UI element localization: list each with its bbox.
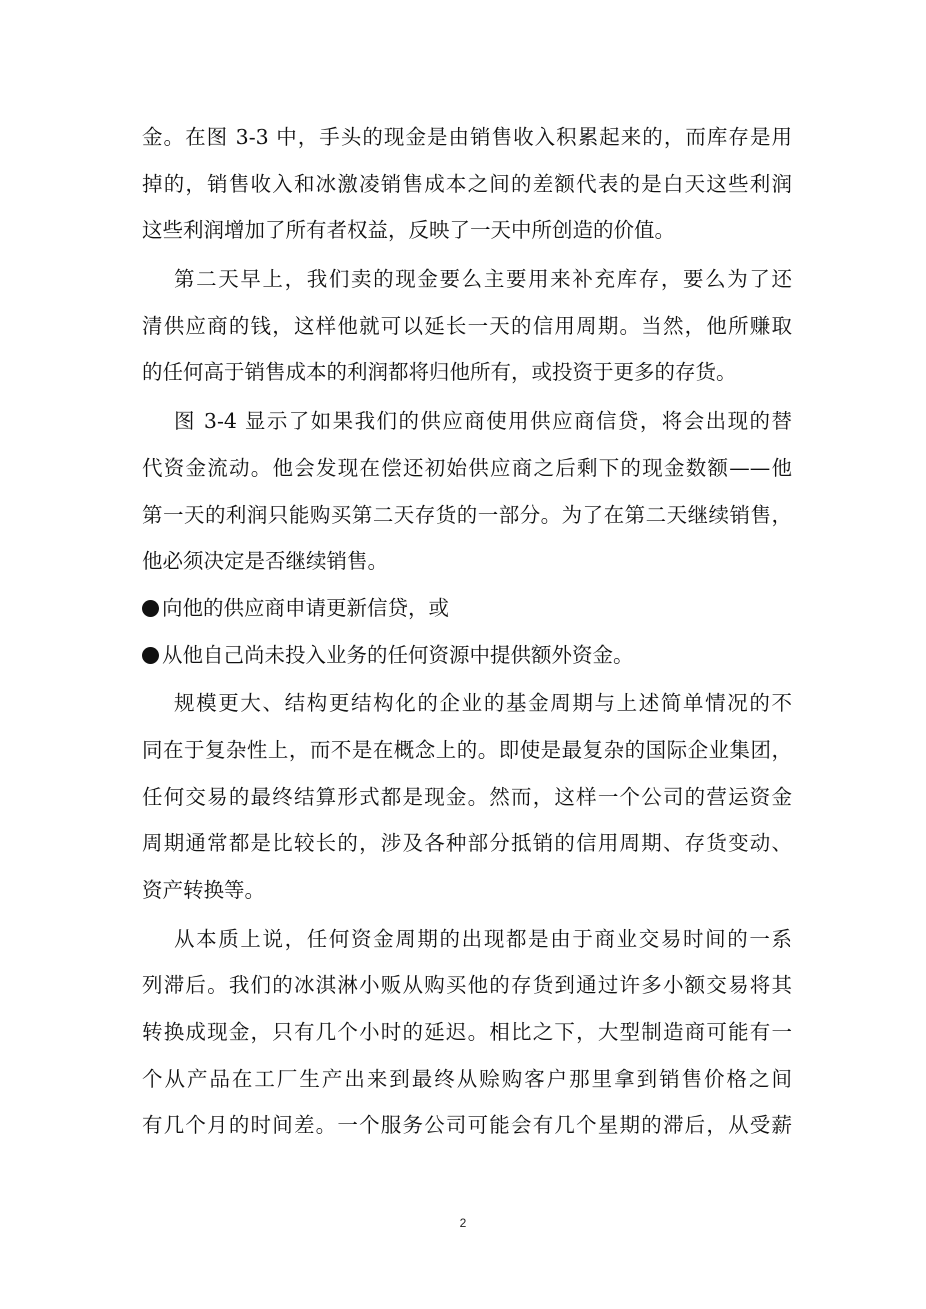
paragraph [142, 398, 792, 585]
paragraph [142, 256, 792, 396]
bullet-list [142, 585, 792, 678]
text-line: 金。在图 3-3 中，手头的现金是由销售收入积累起来的，而库存是用 [142, 125, 792, 149]
bullet-text: 向他的供应商申请更新信贷，或 [162, 595, 449, 620]
text-line: 的任何高于销售成本的利润都将归他所有，或投资于更多的存货。 [142, 360, 737, 385]
page-number: 2 [459, 1216, 467, 1230]
text-line: 同在于复杂性上，而不是在概念上的。即使是最复杂的国际企业集团， [142, 737, 792, 762]
text-line: 清供应商的钱，这样他就可以延长一天的信用周期。当然，他所赚取 [142, 313, 792, 338]
bullet-icon [142, 600, 159, 617]
paragraph [142, 114, 792, 254]
text-line: 资产转换等。 [142, 878, 265, 902]
bullet-icon [142, 647, 159, 664]
body-text [142, 114, 792, 1149]
paragraph [142, 680, 792, 913]
text-line: 列滞后。我们的冰淇淋小贩从购买他的存货到通过许多小额交易将其 [142, 973, 792, 998]
bullet-item [142, 632, 792, 679]
text-line: 周期通常都是比较长的，涉及各种部分抵销的信用周期、存货变动、 [142, 831, 792, 856]
text-line: 掉的，销售收入和冰激凌销售成本之间的差额代表的是白天这些利润 [142, 171, 792, 196]
text-line: 代资金流动。他会发现在偿还初始供应商之后剩下的现金数额——他 [142, 455, 792, 480]
bullet-text: 从他自己尚未投入业务的任何资源中提供额外资金。 [162, 642, 634, 667]
text-line: 从本质上说，任何资金周期的出现都是由于商业交易时间的一系 [174, 926, 792, 951]
text-line: 第二天早上，我们卖的现金要么主要用来补充库存，要么为了还 [174, 267, 792, 292]
text-line: 任何交易的最终结算形式都是现金。然而，这样一个公司的营运资金 [142, 784, 792, 809]
text-line: 规模更大、结构更结构化的企业的基金周期与上述简单情况的不 [174, 691, 792, 716]
text-line: 这些利润增加了所有者权益，反映了一天中所创造的价值。 [142, 218, 675, 243]
text-line: 图 3-4 显示了如果我们的供应商使用供应商信贷，将会出现的替 [174, 409, 792, 434]
bullet-item [142, 585, 792, 632]
text-line: 转换成现金，只有几个小时的延迟。相比之下，大型制造商可能有一 [142, 1020, 792, 1045]
text-line: 他必须决定是否继续销售。 [142, 549, 388, 574]
text-line: 第一天的利润只能购买第二天存货的一部分。为了在第二天继续销售， [142, 502, 792, 527]
text-line: 个从产品在工厂生产出来到最终从赊购客户那里拿到销售价格之间 [142, 1066, 792, 1091]
text-line: 有几个月的时间差。一个服务公司可能会有几个星期的滞后，从受薪 [142, 1113, 792, 1138]
paragraph [142, 916, 792, 1149]
